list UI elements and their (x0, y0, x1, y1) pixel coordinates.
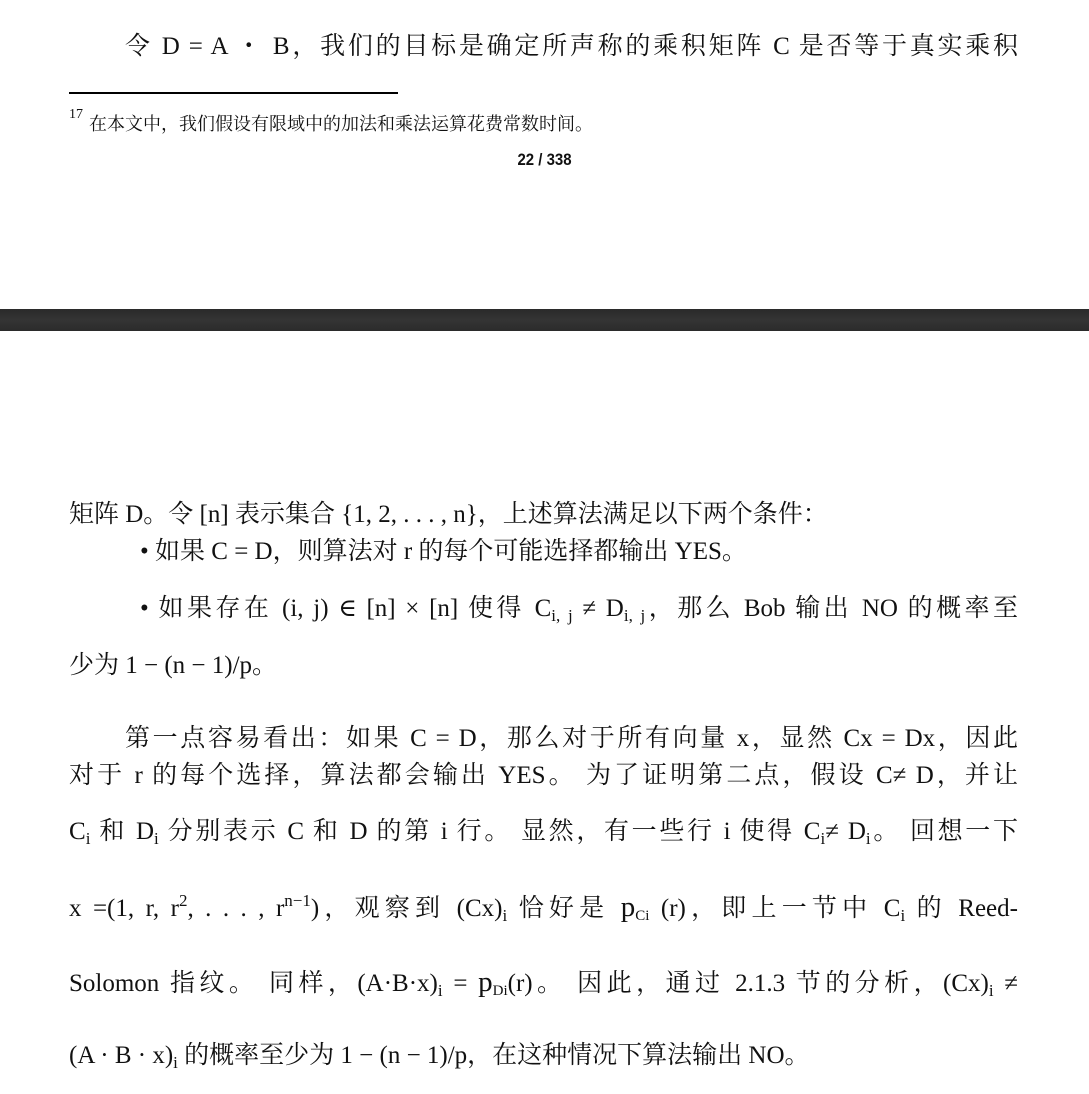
text: (r)。 因此，通过 2.1.3 节的分析，(Cx) (507, 970, 989, 997)
paragraph-line-1: 第一点容易看出：如果 C = D，那么对于所有向量 x，显然 Cx = Dx，因此 (125, 725, 1018, 752)
page-number: 22 / 338 (517, 150, 572, 169)
text: (A · B · x) (69, 1042, 174, 1069)
text: Solomon 指纹。 同样，(A·B·x) (69, 970, 438, 997)
text: 。 回想一下 (870, 818, 1018, 845)
text: )，观察到 (Cx) (310, 895, 503, 922)
text: = (442, 970, 479, 997)
page-22-bottom (0, 0, 1089, 309)
text: 的 Reed- (905, 895, 1018, 922)
text: (r)，即上一节中 C (649, 895, 901, 922)
text: ≠ D (825, 818, 866, 845)
text: 的概率至少为 1 − (n − 1)/p，在这种情况下算法输出 NO。 (177, 1042, 810, 1069)
continued-text-line: 令 D = A ・ B，我们的目标是确定所声称的乘积矩阵 C 是否等于真实乘积 (125, 33, 1018, 60)
subscript: i (865, 829, 871, 848)
paragraph-line-3 (69, 817, 1018, 847)
subscript: i (820, 829, 826, 848)
bullet-item-1 (140, 537, 1020, 567)
bullet-marker: • (140, 538, 149, 565)
bullet-item-2 (140, 594, 1018, 624)
subscript: Ci (635, 908, 650, 924)
footnote-number: 17 (69, 107, 83, 122)
text: C (69, 818, 86, 845)
poly-p: p (620, 891, 636, 923)
bullet-item-2-continuation: 少为 1 − (n − 1)/p。 (69, 652, 278, 679)
subscript: i (154, 829, 159, 848)
text: x =(1, r, r (69, 895, 179, 922)
text: ≠ (993, 970, 1018, 997)
page-separator (0, 309, 1089, 331)
text: 恰好是 (507, 895, 621, 922)
paragraph-line-5 (69, 967, 1018, 999)
subscript: i (900, 906, 906, 925)
bullet-text-b: ，那么 Bob 输出 NO 的概率至 (645, 595, 1019, 622)
footnote-rule (69, 92, 398, 94)
text: 分别表示 C 和 D 的第 i 行。 显然，有一些行 i 使得 C (158, 818, 821, 845)
subscript: i, j (623, 606, 646, 625)
subscript: i (85, 829, 91, 848)
bullet-text: 如果 C = D，则算法对 r 的每个可能选择都输出 YES。 (155, 538, 747, 565)
subscript: Di (492, 983, 508, 999)
bullet-text-a: 如果存在 (i, j) ∈ [n] × [n] 使得 C (158, 595, 552, 622)
paragraph-line-6 (69, 1041, 1019, 1071)
bullet-marker: • (140, 595, 149, 622)
text: , . . . , r (187, 895, 285, 922)
subscript: i (502, 906, 508, 925)
subscript: i (988, 981, 994, 1000)
text: 和 D (90, 818, 155, 845)
text-line-matrix-d: 矩阵 D。令 [n] 表示集合 {1, 2, . . . , n}，上述算法满足以下两个条件： (69, 501, 828, 528)
footnote-text: 在本文中，我们假设有限域中的加法和乘法运算花费常数时间。 (89, 114, 593, 134)
superscript: n−1 (284, 891, 311, 910)
superscript: 2 (178, 891, 188, 910)
poly-p: p (478, 966, 493, 998)
paragraph-line-4 (69, 892, 1018, 924)
footnote (69, 107, 593, 136)
neq-text: ≠ D (572, 595, 624, 622)
subscript: i (173, 1053, 178, 1072)
subscript: i, j (551, 606, 573, 625)
paragraph-line-2: 对于 r 的每个选择，算法都会输出 YES。 为了证明第二点，假设 C≠ D，并让 (69, 762, 1018, 789)
subscript: i (437, 981, 443, 1000)
